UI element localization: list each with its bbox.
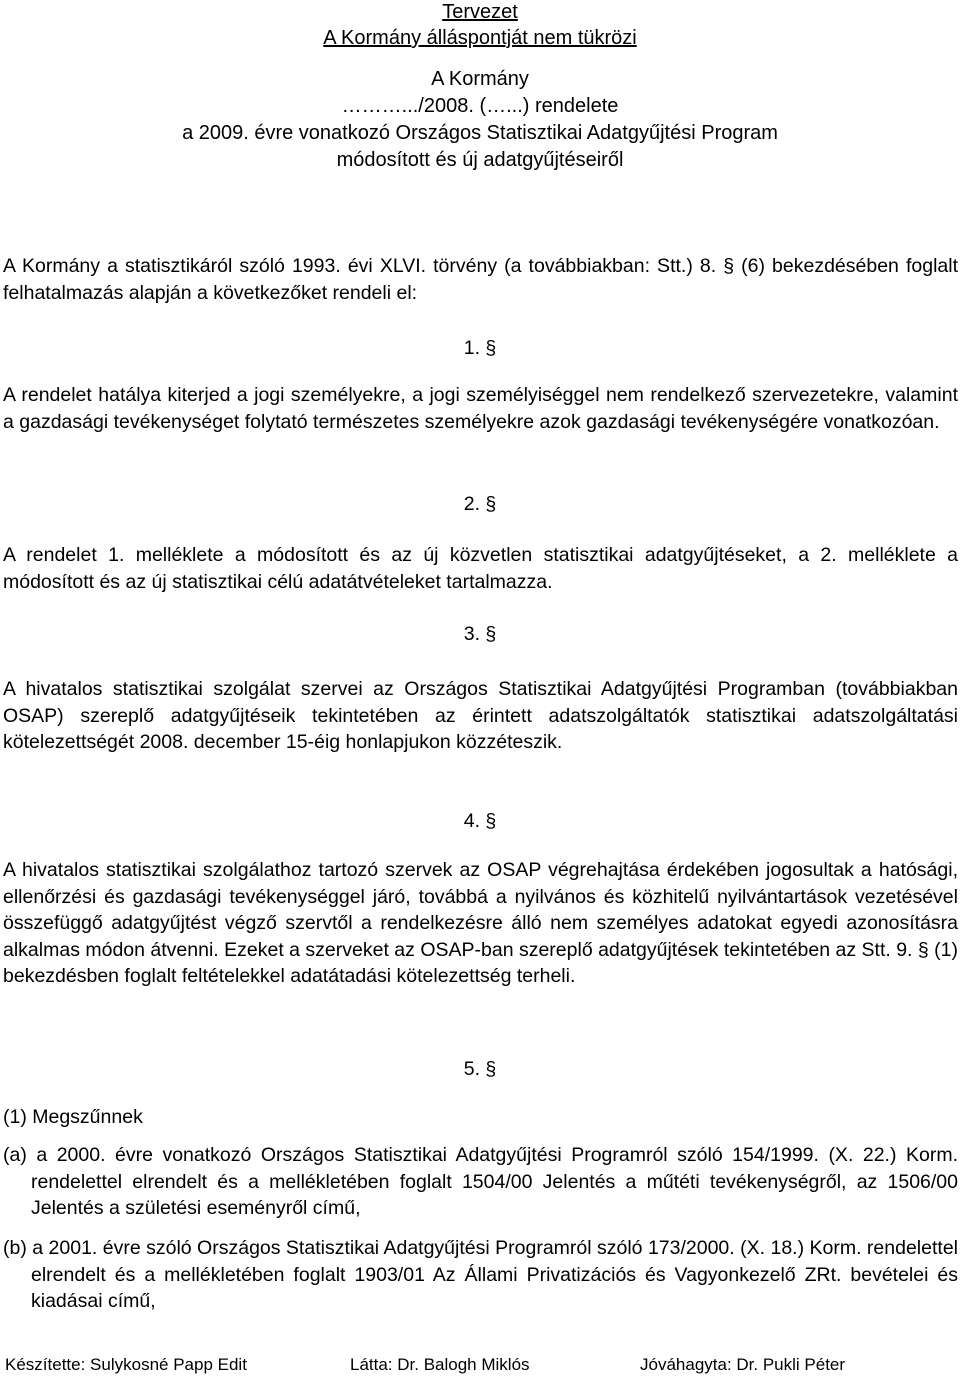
section-4-heading: 4. §: [463, 810, 497, 832]
footer-seen-by: Látta: Dr. Balogh Miklós: [350, 1355, 530, 1374]
list-item-b: (b) a 2001. évre szóló Országos Statisztikai Adatgyűjtési Programról szóló 173/2000. (X. 18.) Korm. rendelettel elrendelt és a mellékletében foglalt 1903/01 Az Állami Privatizációs és Vagyonkezelő ZRt. bevételei és kiadásai című,: [3, 1237, 958, 1312]
list-item-a: (a) a 2000. évre vonatkozó Országos Statisztikai Adatgyűjtési Programról szóló 154/1999. (X. 22.) Korm. rendelettel elrendelt és a mellékletében foglalt 1504/00 Jelentés a műtéti tevékenységről, az 1506/00 Jelentés a születési eseményről című,: [3, 1144, 958, 1219]
section-5-heading: 5. §: [463, 1058, 497, 1080]
section-2-heading: 2. §: [463, 493, 497, 515]
section-3-text: A hivatalos statisztikai szolgálat szervei az Országos Statisztikai Adatgyűjtési Programban (továbbiakban OSAP) szereplő adatgyűjtéseik tekintetében az érintett adatszolgáltatók statisztikai adatszolgáltatási kötelezettségét 2008. december 15-éig honlapjukon közzéteszik.: [3, 678, 958, 753]
draft-label: Tervezet: [442, 1, 518, 23]
title-subject: a 2009. évre vonatkozó Országos Statisztikai Adatgyűjtési Program: [182, 122, 778, 144]
section-1-text: A rendelet hatálya kiterjed a jogi személyekre, a jogi személyiséggel nem rendelkező szervezetekre, valamint a gazdasági tevékenységet folytató természetes személyekre azok gazdasági tevékenységére vonatkozóan.: [3, 384, 958, 433]
title-number: ……….../2008. (…...) rendelete: [341, 95, 619, 117]
section-3-heading: 3. §: [463, 623, 497, 645]
preamble: A Kormány a statisztikáról szóló 1993. évi XLVI. törvény (a továbbiakban: Stt.) 8. § (6) bekezdésében foglalt felhatalmazás alapján a következőket rendeli el:: [3, 255, 958, 304]
footer-prepared-by: Készítette: Sulykosné Papp Edit: [5, 1355, 247, 1374]
title-subject-cont: módosított és új adatgyűjtéseiről: [336, 149, 624, 171]
section-1-heading: 1. §: [463, 337, 497, 359]
disclaimer-label: A Kormány álláspontját nem tükrözi: [323, 27, 637, 49]
section-2-text: A rendelet 1. melléklete a módosított és az új közvetlen statisztikai adatgyűjtéseket, a 2. melléklete a módosított és az új statisztikai célú adatátvételeket tartalmazza.: [3, 544, 958, 593]
title-issuer: A Kormány: [431, 68, 529, 90]
section-4-text: A hivatalos statisztikai szolgálathoz tartozó szervek az OSAP végrehajtása érdekében jogosultak a hatósági, ellenőrzési és gazdasági tevékenységgel járó, továbbá a nyilvános és közhitelű nyilvántartások vezetésével összefüggő adatgyűjtést végző szervtől a rendelkezésre álló nem személyes adatokat egyedi azonosításra alkalmas módon átvenni. Ezeket a szerveket az OSAP-ban szereplő adatgyűjtések tekintetében az Stt. 9. § (1) bekezdésben foglalt feltételekkel adatátadási kötelezettség terheli.: [3, 859, 958, 987]
footer-approved-by: Jóváhagyta: Dr. Pukli Péter: [640, 1355, 846, 1374]
section-5-text: (1) Megszűnnek: [3, 1106, 143, 1128]
